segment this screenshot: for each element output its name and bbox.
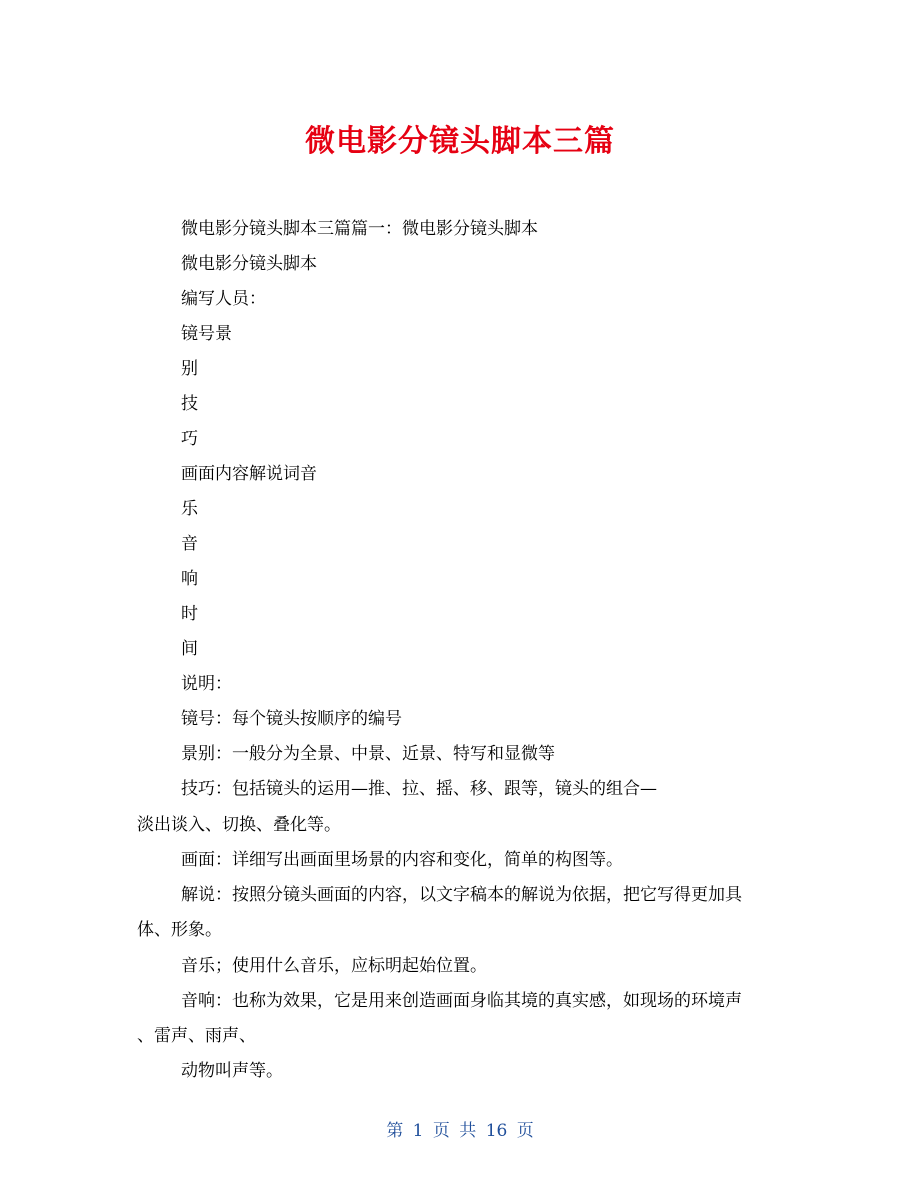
body-line: 动物叫声等。 [181,1061,283,1081]
body-line: 解说：按照分镜头画面的内容，以文字稿本的解说为依据，把它写得更加具 [181,885,742,905]
body-line: 响 [181,569,198,589]
body-line: 镜号：每个镜头按顺序的编号 [181,709,402,729]
body-line: 间 [181,639,198,659]
body-line: 别 [181,359,198,379]
body-line: 画面内容解说词音 [181,464,317,484]
body-line: 编写人员： [181,289,266,309]
body-line: 画面：详细写出画面里场景的内容和变化，简单的构图等。 [181,850,623,870]
body-line: 巧 [181,429,198,449]
body-line: 技 [181,394,198,414]
body-line: 技巧：包括镜头的运用—推、拉、摇、移、跟等，镜头的组合— [181,779,657,799]
body-line: 乐 [181,499,198,519]
body-line: 音响：也称为效果，它是用来创造画面身临其境的真实感，如现场的环境声 [181,991,742,1011]
body-line: 音 [181,534,198,554]
body-line: 、雷声、雨声、 [137,1026,256,1046]
body-line: 体、形象。 [137,920,222,940]
body-line: 镜号景 [181,324,232,344]
body-line: 景别：一般分为全景、中景、近景、特写和显微等 [181,744,555,764]
body-line: 淡出谈入、切换、叠化等。 [137,815,341,835]
body-line: 说明： [181,674,232,694]
body-line: 微电影分镜头脚本 [181,254,317,274]
body-line: 时 [181,604,198,624]
document-title: 微电影分镜头脚本三篇 [305,124,615,159]
body-line: 微电影分镜头脚本三篇篇一：微电影分镜头脚本 [181,219,538,239]
page-number-footer: 第 1 页 共 16 页 [386,1121,534,1141]
body-line: 音乐；使用什么音乐，应标明起始位置。 [181,956,487,976]
